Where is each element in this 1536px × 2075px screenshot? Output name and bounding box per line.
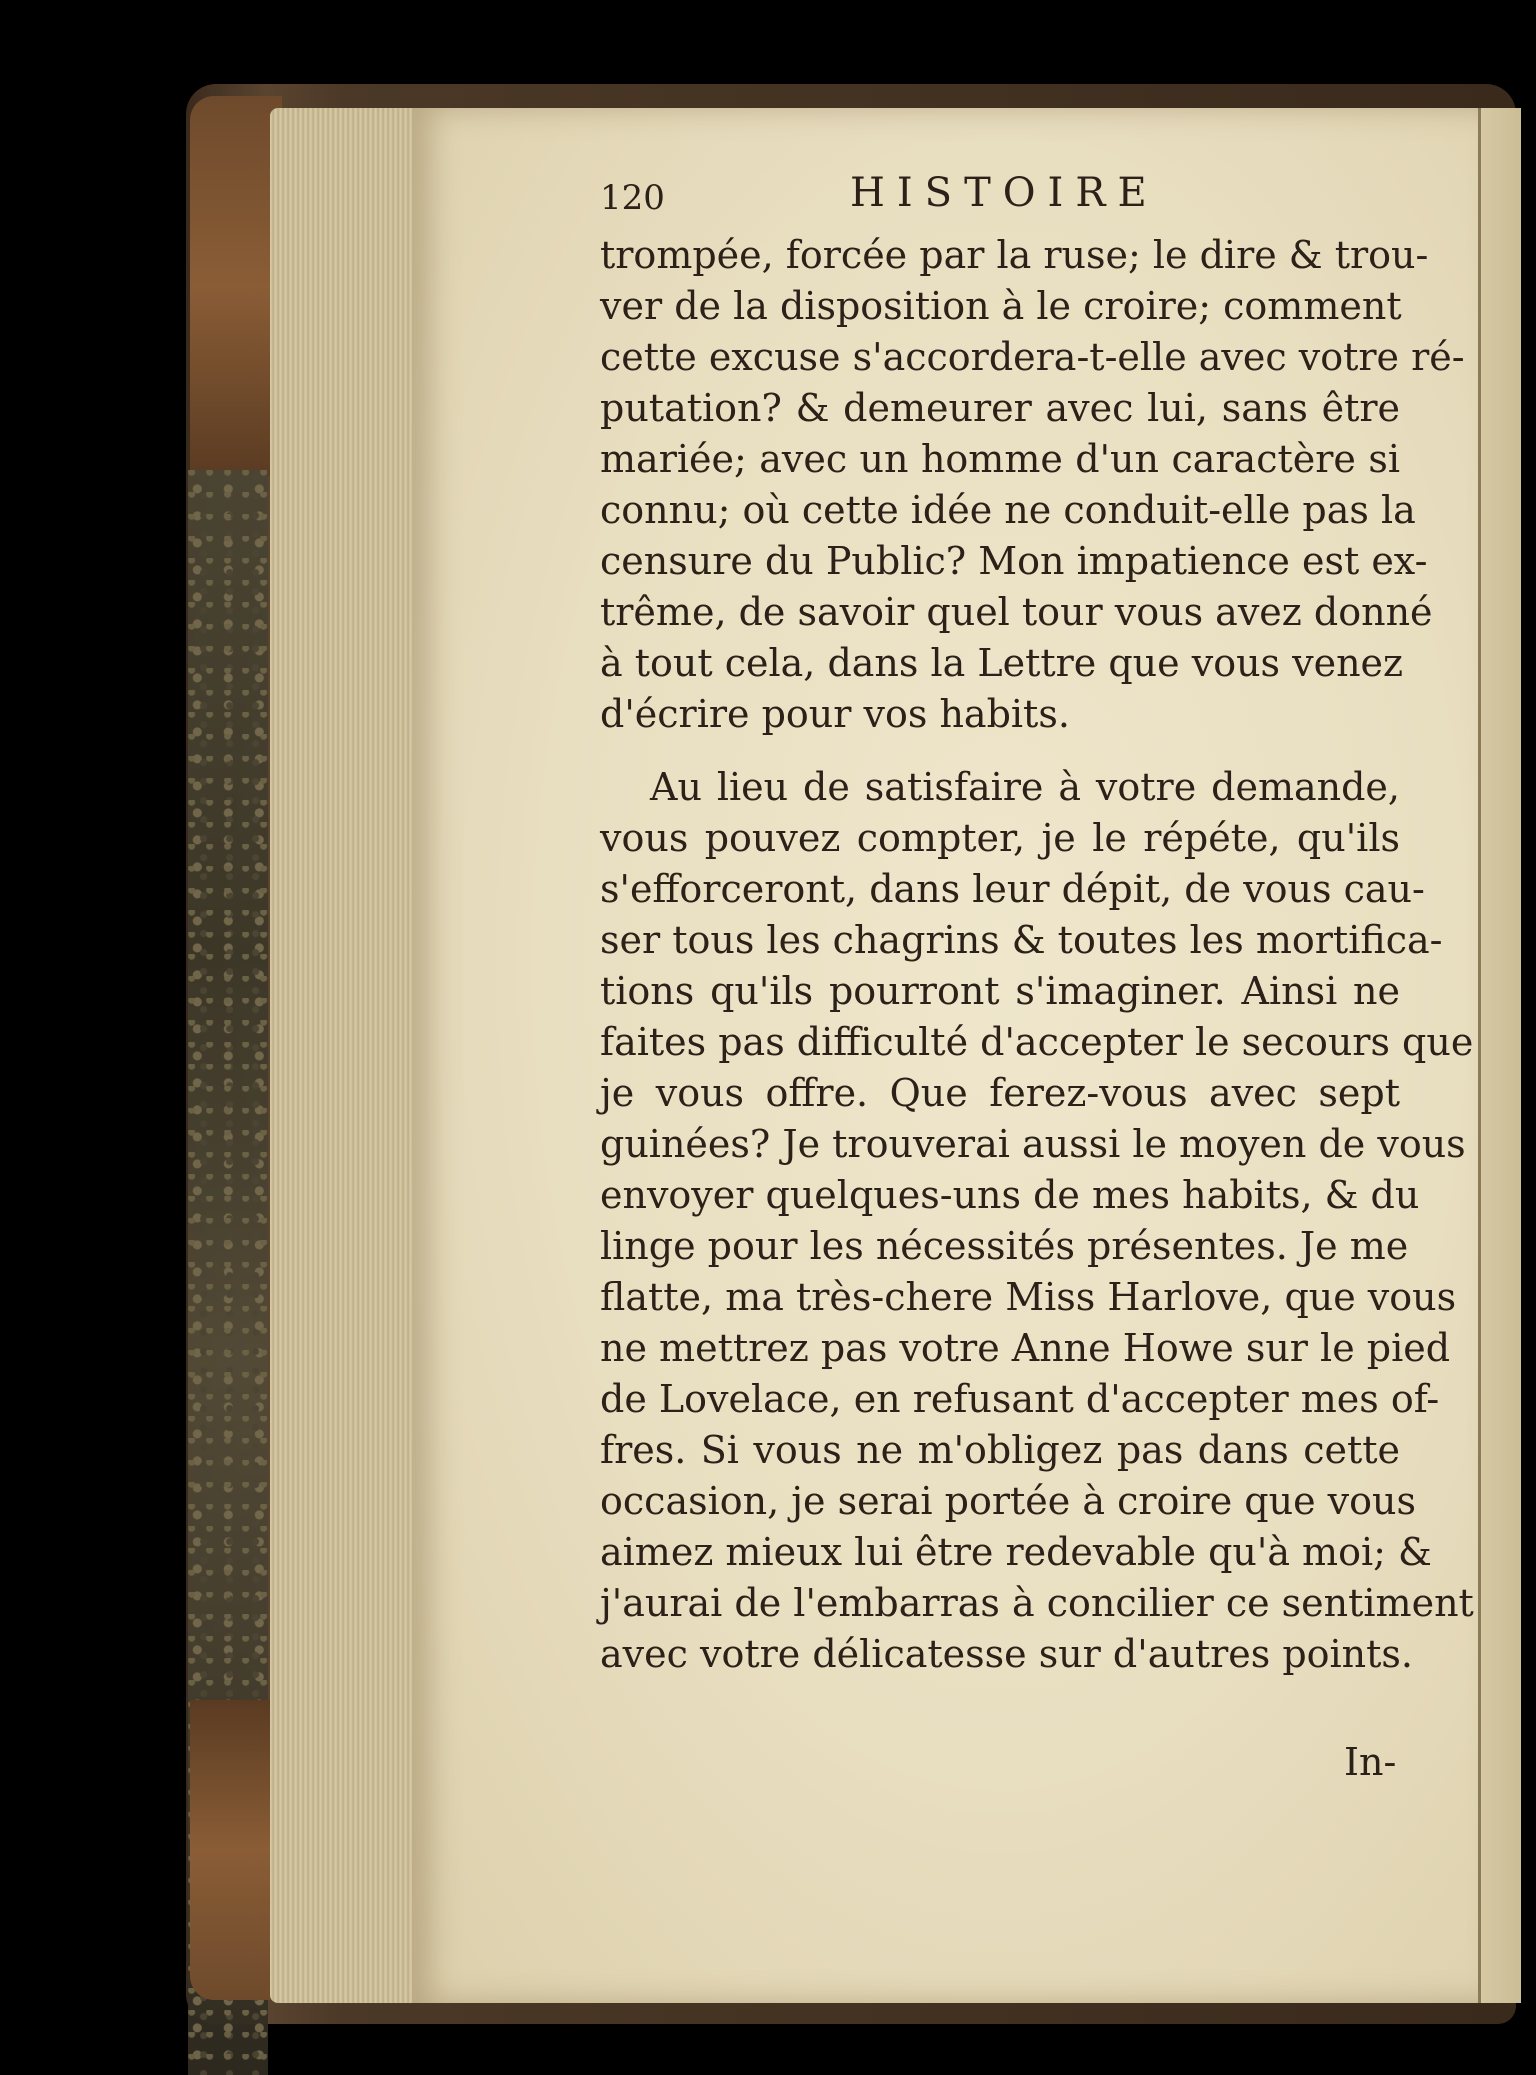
facing-page-edge [1478,108,1521,2003]
text-line: linge pour les nécessités présentes. Je me [600,1224,1409,1268]
page-number: 120 [600,178,665,218]
text-line: ne mettrez pas votre Anne Howe sur le pied [600,1326,1451,1370]
catchword: In- [1344,1740,1397,1784]
text-line: trême, de savoir quel tour vous avez donné [600,590,1433,634]
text-line: flatte, ma très-chere Miss Harlove, que vous [600,1275,1457,1319]
text-line: j'aurai de l'embarras à concilier ce sentiment [600,1581,1474,1625]
text-line: occasion, je serai portée à croire que vous [600,1479,1416,1523]
text-line: censure du Public? Mon impatience est ex- [600,539,1428,583]
text-line: putation? & demeurer avec lui, sans être [600,386,1400,430]
text-line: vous pouvez compter, je le répéte, qu'ils [600,816,1400,860]
text-line: d'écrire pour vos habits. [600,692,1070,736]
text-line: guinées? Je trouverai aussi le moyen de vous [600,1122,1466,1166]
paragraph-2 [600,762,1474,1680]
text-line: de Lovelace, en refusant d'accepter mes of- [600,1377,1440,1421]
text-line: envoyer quelques-uns de mes habits, & du [600,1173,1420,1217]
text-line: connu; où cette idée ne conduit-elle pas la [600,488,1416,532]
text-line: avec votre délicatesse sur d'autres points. [600,1632,1414,1676]
text-line: fres. Si vous ne m'obligez pas dans cette [600,1428,1400,1472]
text-line: à tout cela, dans la Lettre que vous venez [600,641,1404,685]
paragraph-gap [600,740,1400,762]
running-head: HISTOIRE [850,170,1159,216]
paragraph-1 [600,230,1465,740]
text-line: ser tous les chagrins & toutes les mortifica- [600,918,1443,962]
text-line: je vous offre. Que ferez-vous avec sept [600,1071,1400,1115]
text-line: Au lieu de satisfaire à votre demande, [650,765,1400,809]
page-edges [270,108,420,2003]
text-line: ver de la disposition à le croire; comment [600,284,1402,328]
text-line: mariée; avec un homme d'un caractère si [600,437,1400,481]
text-line: s'efforceront, dans leur dépit, de vous cau- [600,867,1425,911]
text-line: tions qu'ils pourront s'imaginer. Ainsi ne [600,969,1400,1013]
page-header [600,170,1400,230]
text-line: aimez mieux lui être redevable qu'à moi; & [600,1530,1432,1574]
leather-corner-top [190,96,282,476]
text-line: faites pas difficulté d'accepter le secours que [600,1020,1474,1064]
page-text [600,170,1474,1680]
text-line: cette excuse s'accordera-t-elle avec votre ré- [600,335,1465,379]
leather-corner-bottom [190,1700,282,2000]
text-line: trompée, forcée par la ruse; le dire & trou- [600,233,1429,277]
